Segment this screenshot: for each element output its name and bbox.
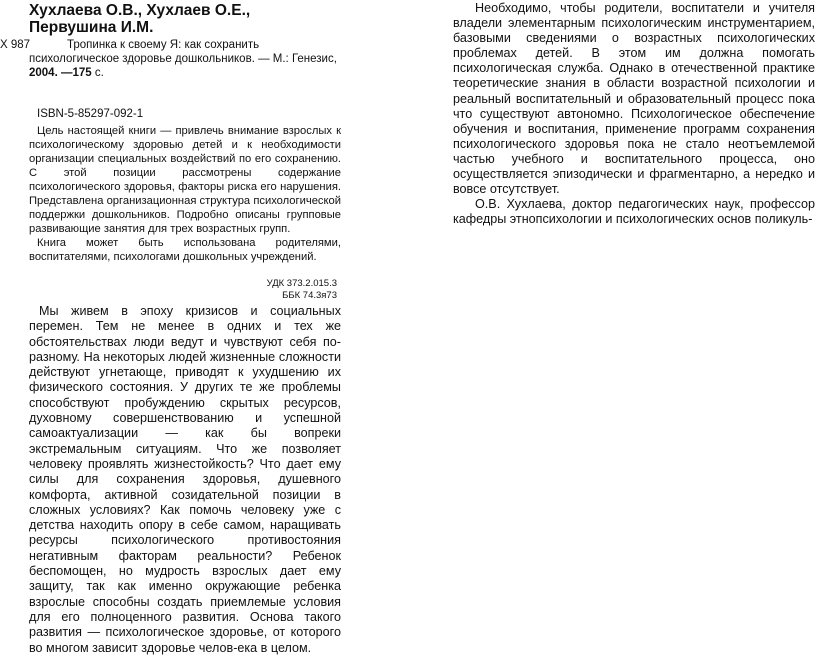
udk-code: УДК 373.2.015.3 bbox=[266, 278, 337, 289]
preface-paragraph: Мы живем в эпоху кризисов и социальных перемен. Тем не менее в одних и тех же обстоятельствах люди ведут и чувствуют себя по-разному. На некоторых людей жизненные сложности действуют угнетающе, приводят к ухудшению их физического состояния. У других те же проблемы способствуют пробуждению скрытых ресурсов, духовному совершенствованию и успешной самоактуализации — как бы вопреки экстремальным ситуациям. Что же позволяет человеку проявлять жизнестойкость? Что дает ему силы для сохранения здоровья, душевного комфорта, активной созидательной позиции в сложных условиях? Как помочь человеку уже с детства находить опору в себе самом, наращивать ресурсы психологического противостояния негативным факторам реальности? Ребенок беспомощен, но мудрость взрослых дает ему защиту, так как именно окружающие ребенка взрослые способны создать приемлемые условия для его полноценного развития. Основа такого развития — психологическое здоровье, от которого во многом зависит здоровье челов-ека в целом. bbox=[29, 304, 341, 655]
bbk-code: ББК 74.3я73 bbox=[282, 290, 337, 301]
isbn: ISBN-5-85297-092-1 bbox=[37, 108, 144, 120]
continuation-paragraph: Необходимо, чтобы родители, воспитатели и учителя владели элементарным психологическим инструментарием, базовыми сведениями о возрастных психологических проблемах детей. В этом им должна помогать психологическая служба. Однако в отечественной практике теоретические знания в области возрастной психологии и реальный воспитательный и образовательный процесс пока что существуют автономно. Психологическое обеспечение обучения и воспитания, применение программ сохранения психологического здоровья пока не стало неотъемлемой частью учебного и воспитательного процесса, оно осуществляется эпизодически и фрагментарно, а нередко и вовсе отсутствует. bbox=[453, 1, 815, 197]
book-reference bbox=[29, 38, 341, 80]
publication-year: 2004. bbox=[29, 67, 58, 79]
preface-text bbox=[29, 304, 341, 656]
annotation bbox=[29, 124, 341, 264]
page-count: —175 bbox=[60, 67, 92, 79]
annotation-paragraph: Цель настоящей книги — привлечь внимание взрослых к психологическому здоровью детей и к необходимости организации специальных воздействий по его сохранению. С этой позиции рассмотрены содержание психологического здоровья, факторы риска его нарушения. Представлена организационная структура психологической поддержки дошкольников. Подробно описаны групповые развивающие занятия для трех возрастных групп. bbox=[29, 125, 341, 235]
book-title-publisher: Тропинка к своему Я: как сохранить психологическое здоровье дошкольников. — М.: Генезис, bbox=[29, 39, 337, 65]
preface-continuation bbox=[453, 0, 815, 227]
bibliographic-record bbox=[0, 38, 341, 80]
author-signature-paragraph: О.В. Хухлаева, доктор педагогических наук, профессор кафедры этнопсихологии и психологических основ поликуль- bbox=[453, 197, 815, 227]
left-column bbox=[0, 0, 341, 656]
page-count-unit: с. bbox=[94, 67, 104, 79]
library-code: X 987 bbox=[0, 39, 31, 51]
right-column bbox=[453, 0, 815, 227]
book-authors: Хухлаева О.В., Хухлаев О.Е., Первушина И.М. bbox=[29, 2, 251, 36]
annotation-paragraph: Книга может быть использована родителями, воспитателями, психологами дошкольных учреждений. bbox=[29, 237, 341, 263]
classification bbox=[29, 278, 337, 302]
